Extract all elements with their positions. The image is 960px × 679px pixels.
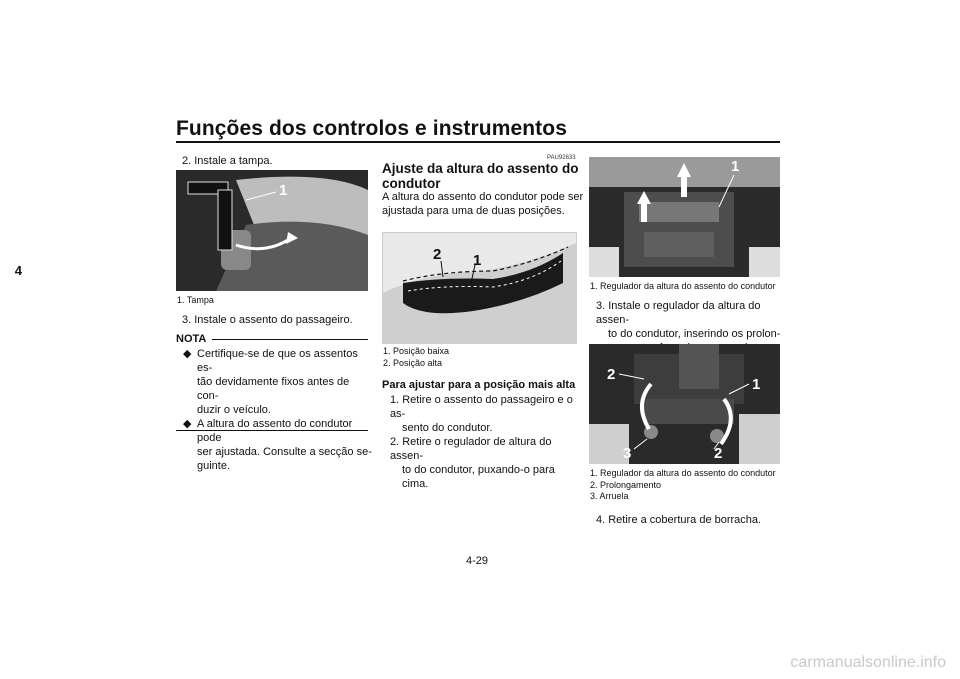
- seat-profile-illustration: [383, 233, 576, 343]
- fig-mid-captions: 1. Posição baixa 2. Posição alta: [383, 346, 450, 368]
- figure-seat-positions: [382, 232, 577, 344]
- figure-regulator-removal: [589, 157, 780, 277]
- watermark: carmanualsonline.info: [790, 654, 946, 671]
- nota-label: NOTA: [176, 333, 207, 345]
- step-install-passenger-seat: 3. Instale o assento do passageiro.: [182, 314, 353, 326]
- fig-top-caption: 1. Regulador da altura do assento do condutor: [590, 281, 776, 291]
- nota-bottom-rule: [176, 430, 368, 431]
- nota-top-rule: [212, 339, 368, 340]
- nota-item: ◆ A altura do assento do condutor pode ser ajustada. Consulte a secção se- guinte.: [183, 418, 372, 472]
- chapter-number: 4: [14, 263, 22, 278]
- fig-bot-callout-2b: 2: [714, 445, 723, 462]
- procedure-subheading: Para ajustar para a posição mais alta: [382, 379, 576, 391]
- figure-cover: [176, 170, 368, 291]
- bullet-icon: ◆: [183, 348, 192, 360]
- bullet-icon: ◆: [183, 418, 192, 430]
- title-rule: [176, 141, 780, 143]
- page-number: 4-29: [466, 555, 489, 567]
- regulator-install-illustration: [589, 344, 780, 464]
- step-remove-rubber-cover: 4. Retire a cobertura de borracha.: [596, 514, 762, 526]
- fig-bot-callout-3: 3: [623, 445, 632, 462]
- section-code: PAU92633: [547, 155, 576, 161]
- figure-regulator-install: [589, 344, 780, 464]
- nota-item: ◆ Certifique-se de que os assentos es- tão devidamente fixos antes de con- duzir o veículo.: [183, 348, 358, 416]
- procedure-steps: 1. Retire o assento do passageiro e o as- sento do condutor. 2. Retire o regulador de altura do assen- to do condutor, puxando-o para cima.: [390, 394, 573, 490]
- step-install-cover: 2. Instale a tampa.: [182, 155, 273, 167]
- fig-top-callout: 1: [731, 158, 740, 175]
- fig-bot-captions: 1. Regulador da altura do assento do condutor 2. Prolongamento 3. Arruela: [590, 468, 776, 501]
- regulator-removal-illustration: [589, 157, 780, 277]
- section-heading: Ajuste da altura do assento do condutor: [382, 161, 579, 191]
- fig-bot-callout-2a: 2: [607, 366, 616, 383]
- fig-mid-callout-2: 2: [433, 246, 442, 263]
- step-install-regulator: 3. Instale o regulador da altura do assen- to do condutor, inserindo os prolon-: [596, 300, 781, 340]
- page-title: Funções dos controlos e instrumentos: [176, 117, 567, 140]
- nota-list: [183, 347, 373, 473]
- section-intro: A altura do assento do condutor pode ser ajustada para uma de duas posições.: [382, 191, 584, 217]
- fig-bot-callout-1: 1: [752, 376, 761, 393]
- cover-illustration: [176, 170, 368, 291]
- fig1-callout: 1: [279, 182, 288, 199]
- fig1-caption: 1. Tampa: [177, 295, 214, 305]
- fig-mid-callout-1: 1: [473, 252, 482, 269]
